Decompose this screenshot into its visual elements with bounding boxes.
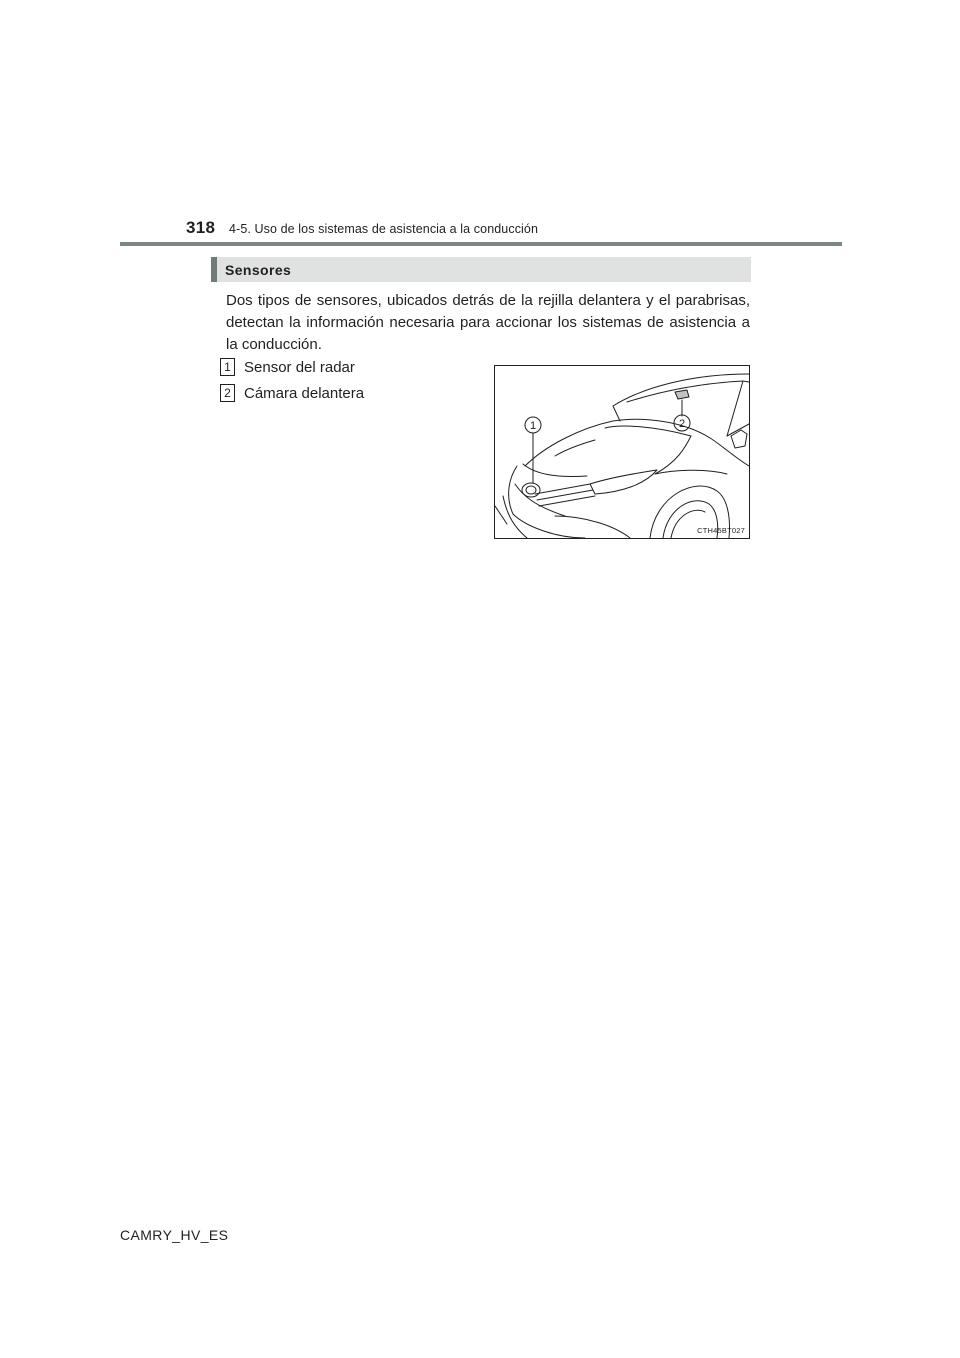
roof-line	[613, 374, 749, 406]
front-emblem-radar	[522, 483, 540, 497]
list-item-label: Sensor del radar	[244, 358, 355, 376]
section-heading-bar	[211, 257, 751, 282]
page-number: 318	[186, 218, 216, 237]
section-body-text: Dos tipos de sensores, ubicados detrás de la rejilla delantera y el parabrisas, detectan la información necesaria para accionar los sistemas de asistencia a la conducción.	[226, 292, 750, 353]
header-rule	[120, 242, 842, 246]
front-camera	[675, 390, 689, 399]
sensor-location-illustration	[494, 365, 750, 539]
figure-code: CTH45BT027	[697, 526, 745, 535]
list-item-radar-sensor	[220, 358, 355, 376]
list-item-number: 1	[220, 358, 235, 376]
callout-1-label: 1	[529, 420, 537, 432]
grille-slats	[535, 484, 595, 506]
list-item-label: Cámara delantera	[244, 384, 365, 402]
headlight	[590, 470, 657, 494]
footer-model-code: CAMRY_HV_ES	[120, 1227, 229, 1243]
section-heading-tab	[211, 257, 217, 282]
callout-2-label: 2	[678, 418, 686, 430]
list-item-number: 2	[220, 384, 235, 402]
fender-crease	[655, 436, 691, 474]
section-title: Sensores	[225, 262, 292, 278]
car-front-drawing	[495, 366, 749, 538]
running-header: 4-5. Uso de los sistemas de asistencia a la conducción	[229, 222, 539, 236]
list-item-front-camera	[220, 384, 364, 402]
